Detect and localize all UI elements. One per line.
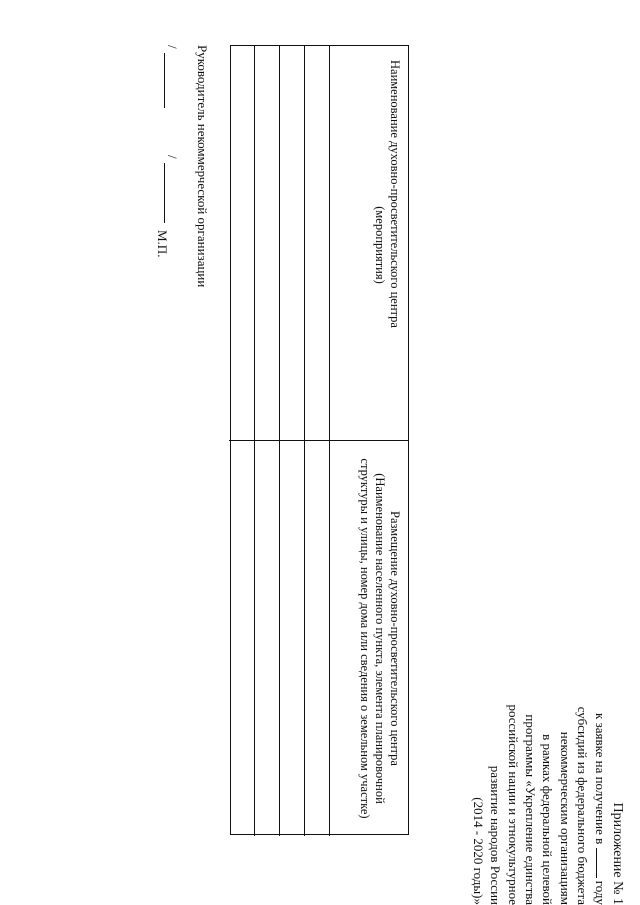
name-underline <box>164 163 180 223</box>
table-cell-empty <box>279 441 304 836</box>
table-cell-empty <box>254 46 279 441</box>
table-header-location: Размещение духовно-просветительского центра (Наименование населенного пункта, элемента планировочной структуры и улицы, номер дома или сведения о земельном участке) <box>329 441 408 836</box>
appendix-title: Приложение № 1 <box>610 802 625 905</box>
centers-table <box>230 45 409 835</box>
table-cell-empty <box>279 46 304 441</box>
table-cell-empty <box>304 441 329 836</box>
slash-mark: / <box>165 45 180 49</box>
appendix-line: к заявке на получение в году <box>592 713 608 905</box>
appendix-line: в рамках федеральной целевой <box>540 734 556 905</box>
table-cell-empty <box>229 46 254 441</box>
appendix-line: российской нации и этнокультурное <box>505 704 521 905</box>
signatory-label: Руководитель некоммерческой организации <box>195 45 210 288</box>
signature-underline <box>164 53 180 108</box>
table-cell-empty <box>229 441 254 836</box>
slash-mark: / <box>165 155 180 159</box>
stamp-label: М.П. <box>155 230 170 258</box>
appendix-line: (2014 - 2020 годы)» <box>470 797 486 905</box>
signature-block <box>165 45 210 465</box>
appendix-line: субсидий из федерального бюджета <box>575 706 591 905</box>
appendix-line: программы «Укрепление единства <box>522 714 538 905</box>
appendix-line: развитие народов России <box>488 765 504 905</box>
table-header-name: Наименование духовно-просветительского центра (мероприятия) <box>329 46 408 441</box>
appendix-header <box>469 635 626 905</box>
table-cell-empty <box>254 441 279 836</box>
year-blank <box>596 848 607 878</box>
appendix-line: некоммерческим организациям <box>557 731 573 905</box>
table-cell-empty <box>304 46 329 441</box>
